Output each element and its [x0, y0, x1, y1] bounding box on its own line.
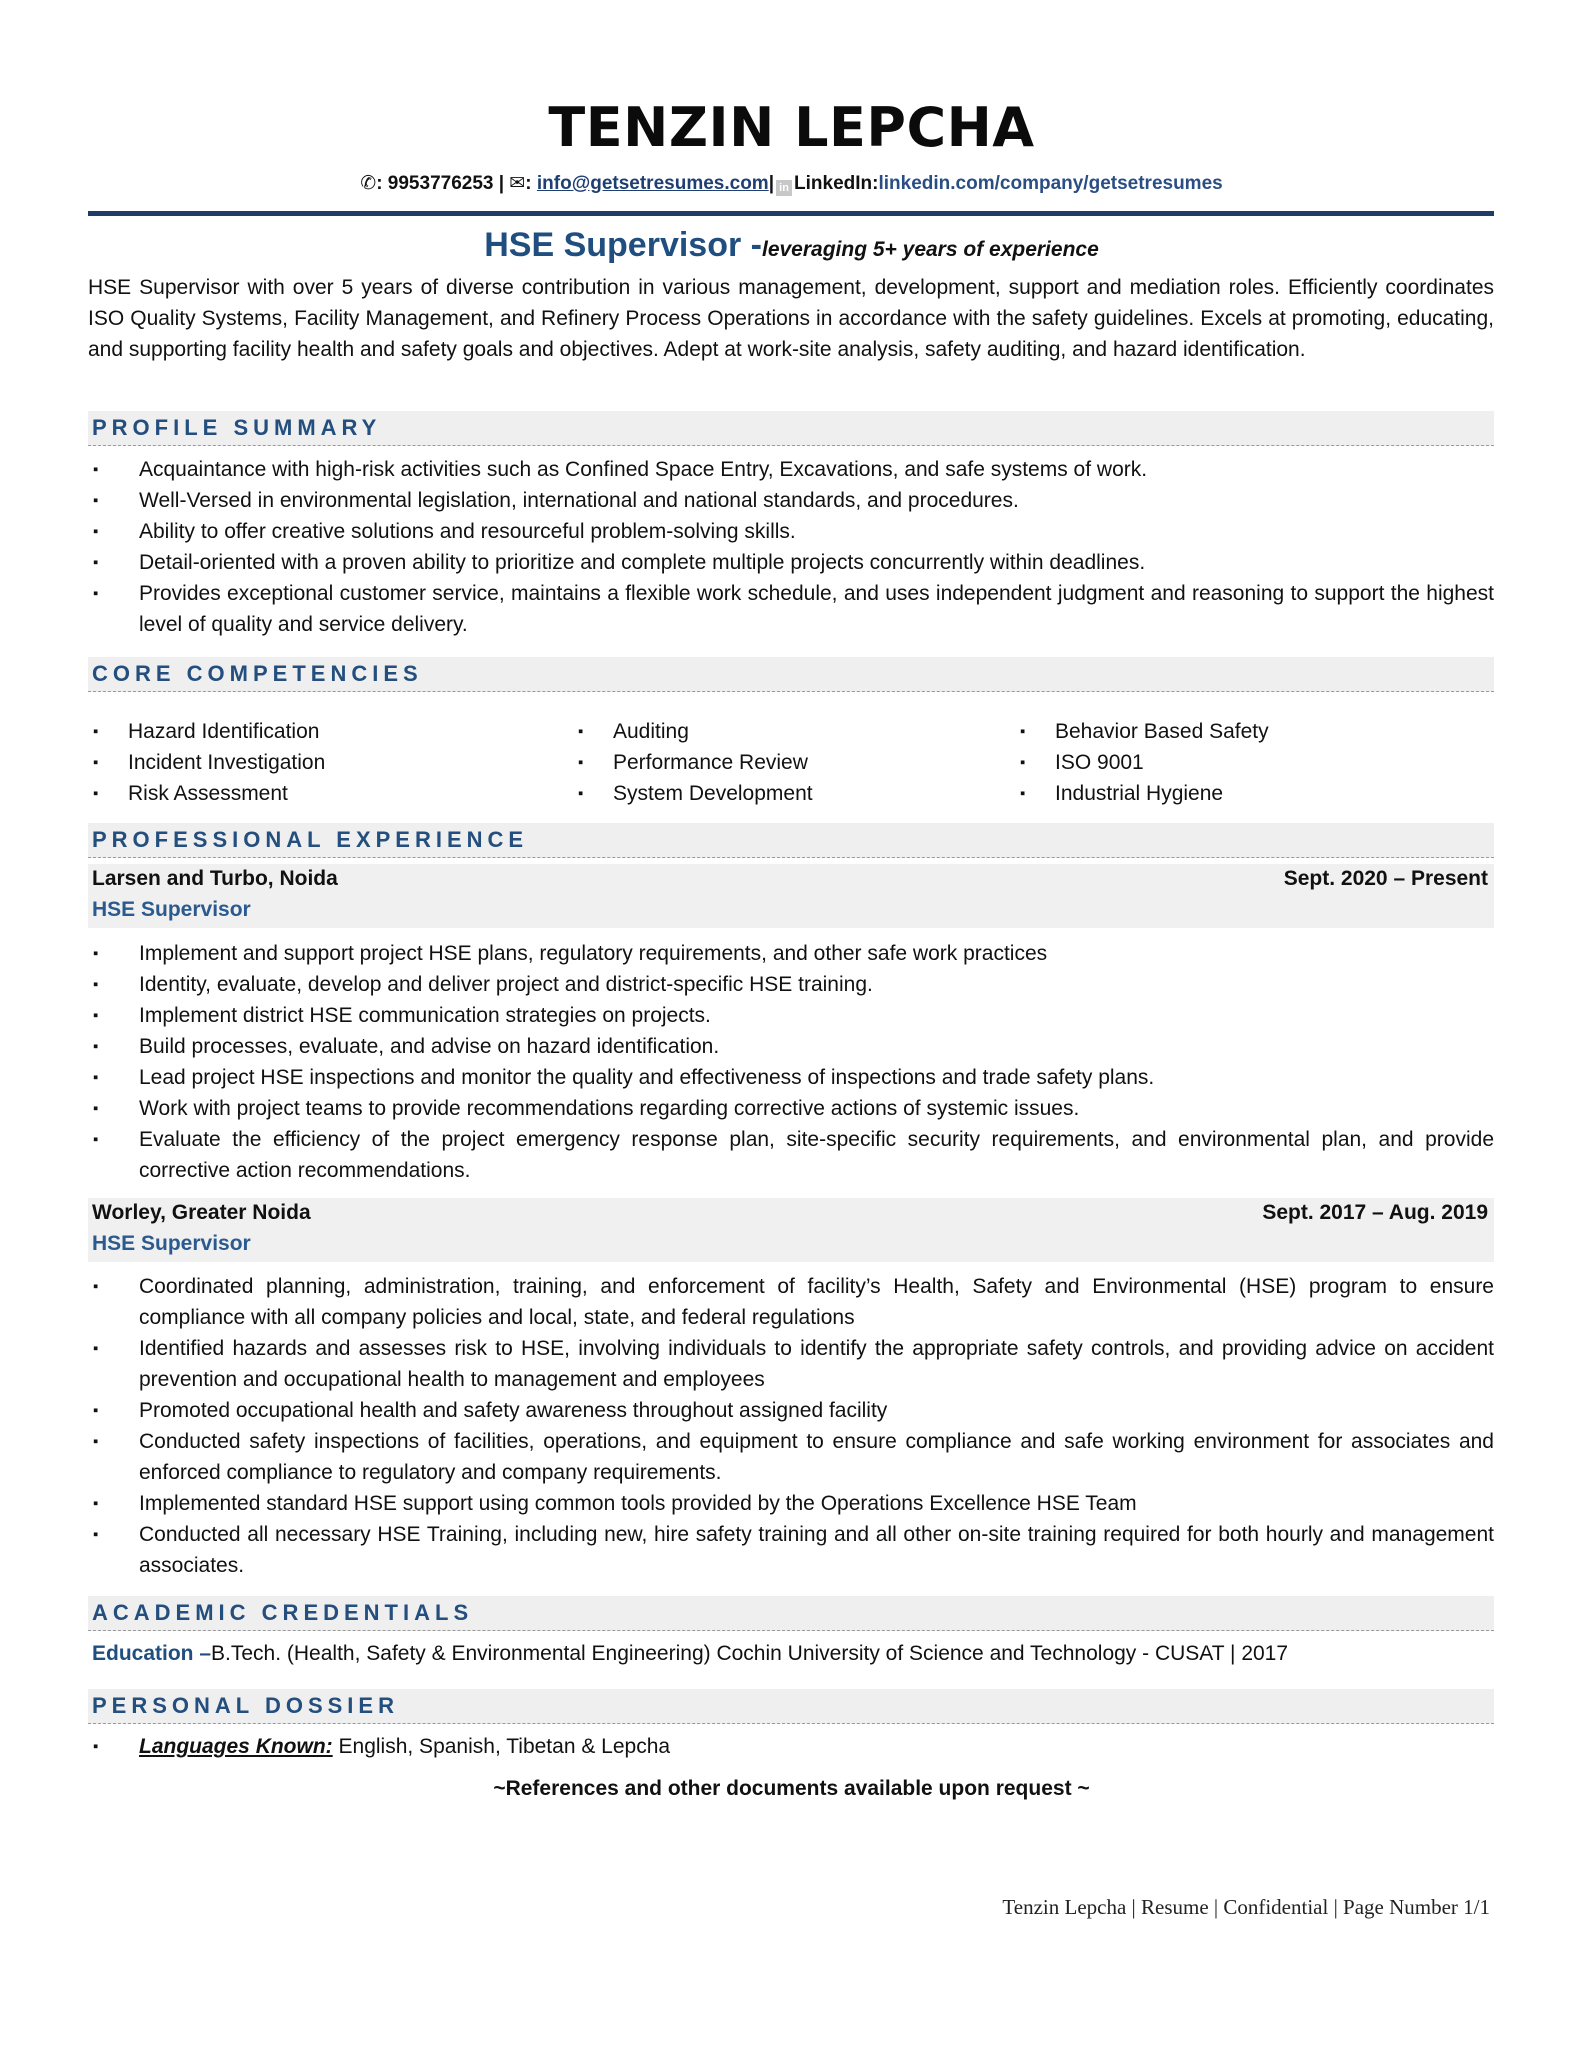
summary-paragraph: HSE Supervisor with over 5 years of diverse contribution in various management, development, support and mediation roles. Efficiently coordinates ISO Quality Systems, Facility Management, and Refinery Process Operations in accordance with the safety guidelines. Excels at promoting, educating, and supporting facility health and safety goals and objectives. Adept at work-site analysis, safety auditing, and hazard identification. [88, 276, 1494, 361]
bullet-icon: ▪ [1020, 723, 1026, 740]
list-item: ▪ Conducted all necessary HSE Training, including new, hire safety training and all other on-site training required for both hourly and management associates. [88, 1519, 1494, 1581]
section-personal-dossier [88, 1689, 1494, 1724]
section-heading: PROFILE SUMMARY [92, 415, 382, 440]
list-item: ▪ Identified hazards and assesses risk to HSE, involving individuals to identify the appropriate safety controls, and providing advice on accident prevention and occupational health to management and employees [88, 1333, 1494, 1395]
bullet-icon: ▪ [93, 585, 99, 602]
list-item: ▪ Acquaintance with high-risk activities such as Confined Space Entry, Excavations, and safe systems of work. [88, 454, 1494, 485]
page-footer: Tenzin Lepcha | Resume | Confidential | Page Number 1/1 [1002, 1895, 1490, 1919]
bullet-icon: ▪ [93, 523, 99, 540]
job-dates: Sept. 2020 – Present [1283, 867, 1488, 890]
list-item: ▪ Evaluate the efficiency of the project emergency response plan, site-specific security requirements, and environmental plan, and provide corrective action recommendations. [88, 1124, 1494, 1186]
bullet-icon: ▪ [93, 1007, 99, 1024]
list-item [88, 1731, 1494, 1762]
bullet-icon: ▪ [1020, 785, 1026, 802]
list-item: ▪ Auditing [573, 716, 1013, 747]
list-item: ▪ Lead project HSE inspections and monitor the quality and effectiveness of inspections and trade safety plans. [88, 1062, 1494, 1093]
job-dates: Sept. 2017 – Aug. 2019 [1262, 1201, 1488, 1224]
bullet-icon: ▪ [93, 1526, 99, 1543]
bullet-icon: ▪ [93, 1278, 99, 1295]
bullet-icon: ▪ [93, 1038, 99, 1055]
list-item: ▪ Identity, evaluate, develop and deliver project and district-specific HSE training. [88, 969, 1494, 1000]
job-role: HSE Supervisor [92, 898, 251, 921]
job-header-2 [88, 1198, 1494, 1262]
education-label: Education – [92, 1642, 212, 1665]
list-item: ▪ Incident Investigation [88, 747, 568, 778]
email-link[interactable]: info@getsetresumes.com [536, 173, 769, 194]
list-item: ▪ Risk Assessment [88, 778, 568, 809]
section-heading: PERSONAL DOSSIER [92, 1693, 399, 1718]
list-item: ▪ Behavior Based Safety [1015, 716, 1485, 747]
list-item: ▪ Industrial Hygiene [1015, 778, 1485, 809]
list-item: ▪ Ability to offer creative solutions and resourceful problem-solving skills. [88, 516, 1494, 547]
job-role: HSE Supervisor [92, 1232, 251, 1255]
bullet-icon: ▪ [93, 1402, 99, 1419]
bullet-icon: ▪ [578, 723, 584, 740]
headline [0, 226, 1583, 265]
envelope-icon: ✉ [509, 173, 526, 194]
bullet-icon: ▪ [93, 1433, 99, 1450]
bullet-icon: ▪ [93, 1100, 99, 1117]
list-item: ▪ Well-Versed in environmental legislation, international and national standards, and procedures. [88, 485, 1494, 516]
list-item: ▪ Conducted safety inspections of facilities, operations, and equipment to ensure compliance and safe working environment for associates and enforced compliance to regulatory and company requirements. [88, 1426, 1494, 1488]
list-item: ▪ System Development [573, 778, 1013, 809]
section-core-competencies [88, 657, 1494, 692]
section-heading: CORE COMPETENCIES [92, 661, 423, 686]
bullet-icon: ▪ [578, 754, 584, 771]
bullet-icon: ▪ [93, 945, 99, 962]
list-item: ▪ Implement and support project HSE plans, regulatory requirements, and other safe work practices [88, 938, 1494, 969]
linkedin-label: LinkedIn: [794, 173, 879, 194]
list-item: ▪ ISO 9001 [1015, 747, 1485, 778]
linkedin-link[interactable]: linkedin.com/company/getsetresumes [878, 173, 1223, 194]
bullet-icon: ▪ [93, 1495, 99, 1512]
profile-summary-list [88, 454, 1494, 640]
job-1-bullets-wrap [88, 938, 1494, 1186]
list-item: ▪ Performance Review [573, 747, 1013, 778]
bullet-icon: ▪ [93, 723, 99, 740]
bullet-icon: ▪ [93, 1069, 99, 1086]
competencies-column-3 [1015, 716, 1485, 809]
bullet-icon: ▪ [1020, 754, 1026, 771]
job-header-1 [88, 864, 1494, 928]
bullet-icon: ▪ [93, 461, 99, 478]
personal-list [88, 1731, 1494, 1762]
bullet-icon: ▪ [93, 976, 99, 993]
personal-list-wrap [88, 1731, 1494, 1762]
competencies-column-1 [88, 716, 568, 809]
languages-value: English, Spanish, Tibetan & Lepcha [338, 1735, 671, 1758]
education-text: B.Tech. (Health, Safety & Environmental Engineering) Cochin University of Science and Technology - CUSAT | 2017 [211, 1642, 1289, 1665]
list-item: ▪ Hazard Identification [88, 716, 568, 747]
bullet-icon: ▪ [93, 1738, 99, 1755]
bullet-icon: ▪ [93, 785, 99, 802]
bullet-icon: ▪ [93, 1131, 99, 1148]
phone-icon: ✆ [360, 173, 377, 194]
bullet-icon: ▪ [93, 554, 99, 571]
section-heading: ACADEMIC CREDENTIALS [92, 1600, 474, 1625]
job-1-bullets [88, 938, 1494, 1186]
list-item: ▪ Implemented standard HSE support using common tools provided by the Operations Excellence HSE Team [88, 1488, 1494, 1519]
education-line [92, 1642, 1498, 1666]
candidate-name: TENZIN LEPCHA [548, 96, 1035, 159]
summary-paragraph-wrap [88, 272, 1494, 365]
closing-note: ~References and other documents available upon request ~ [493, 1777, 1090, 1800]
section-profile-summary [88, 411, 1494, 446]
list-item: ▪ Provides exceptional customer service, maintains a flexible work schedule, and uses independent judgment and reasoning to support the highest level of quality and service delivery. [88, 578, 1494, 640]
company-name: Worley, Greater Noida [92, 1201, 311, 1224]
section-academic-credentials [88, 1596, 1494, 1631]
job-2-bullets [88, 1271, 1494, 1581]
bullet-icon: ▪ [93, 754, 99, 771]
list-item: ▪ Promoted occupational health and safety awareness throughout assigned facility [88, 1395, 1494, 1426]
bullet-icon: ▪ [93, 1340, 99, 1357]
section-heading: PROFESSIONAL EXPERIENCE [92, 827, 529, 852]
list-item: ▪ Implement district HSE communication strategies on projects. [88, 1000, 1494, 1031]
section-professional-experience [88, 823, 1494, 858]
phone-number: 9953776253 [387, 173, 494, 194]
linkedin-icon: in [776, 180, 792, 196]
bullet-icon: ▪ [93, 492, 99, 509]
list-item: ▪ Build processes, evaluate, and advise on hazard identification. [88, 1031, 1494, 1062]
job-2-bullets-wrap [88, 1271, 1494, 1581]
list-item: ▪ Work with project teams to provide recommendations regarding corrective actions of systemic issues. [88, 1093, 1494, 1124]
headline-subtitle: leveraging 5+ years of experience [761, 238, 1099, 261]
company-name: Larsen and Turbo, Noida [92, 867, 338, 890]
list-item: ▪ Detail-oriented with a proven ability to prioritize and complete multiple projects concurrently within deadlines. [88, 547, 1494, 578]
bullet-icon: ▪ [578, 785, 584, 802]
contact-line: ✆: 9953776253 | ✉: info@getsetresumes.com| in LinkedIn:linkedin.com/company/getsetresumes [360, 173, 1223, 194]
competencies-column-2 [573, 716, 1013, 809]
header-divider [88, 211, 1494, 216]
languages-label: Languages Known: [139, 1735, 333, 1758]
headline-title: HSE Supervisor - [484, 226, 762, 264]
profile-summary-list-wrap [88, 454, 1494, 640]
list-item: ▪ Coordinated planning, administration, training, and enforcement of facility’s Health, Safety and Environmental (HSE) program to ensure compliance with all company policies and local, state, and federal regulations [88, 1271, 1494, 1333]
